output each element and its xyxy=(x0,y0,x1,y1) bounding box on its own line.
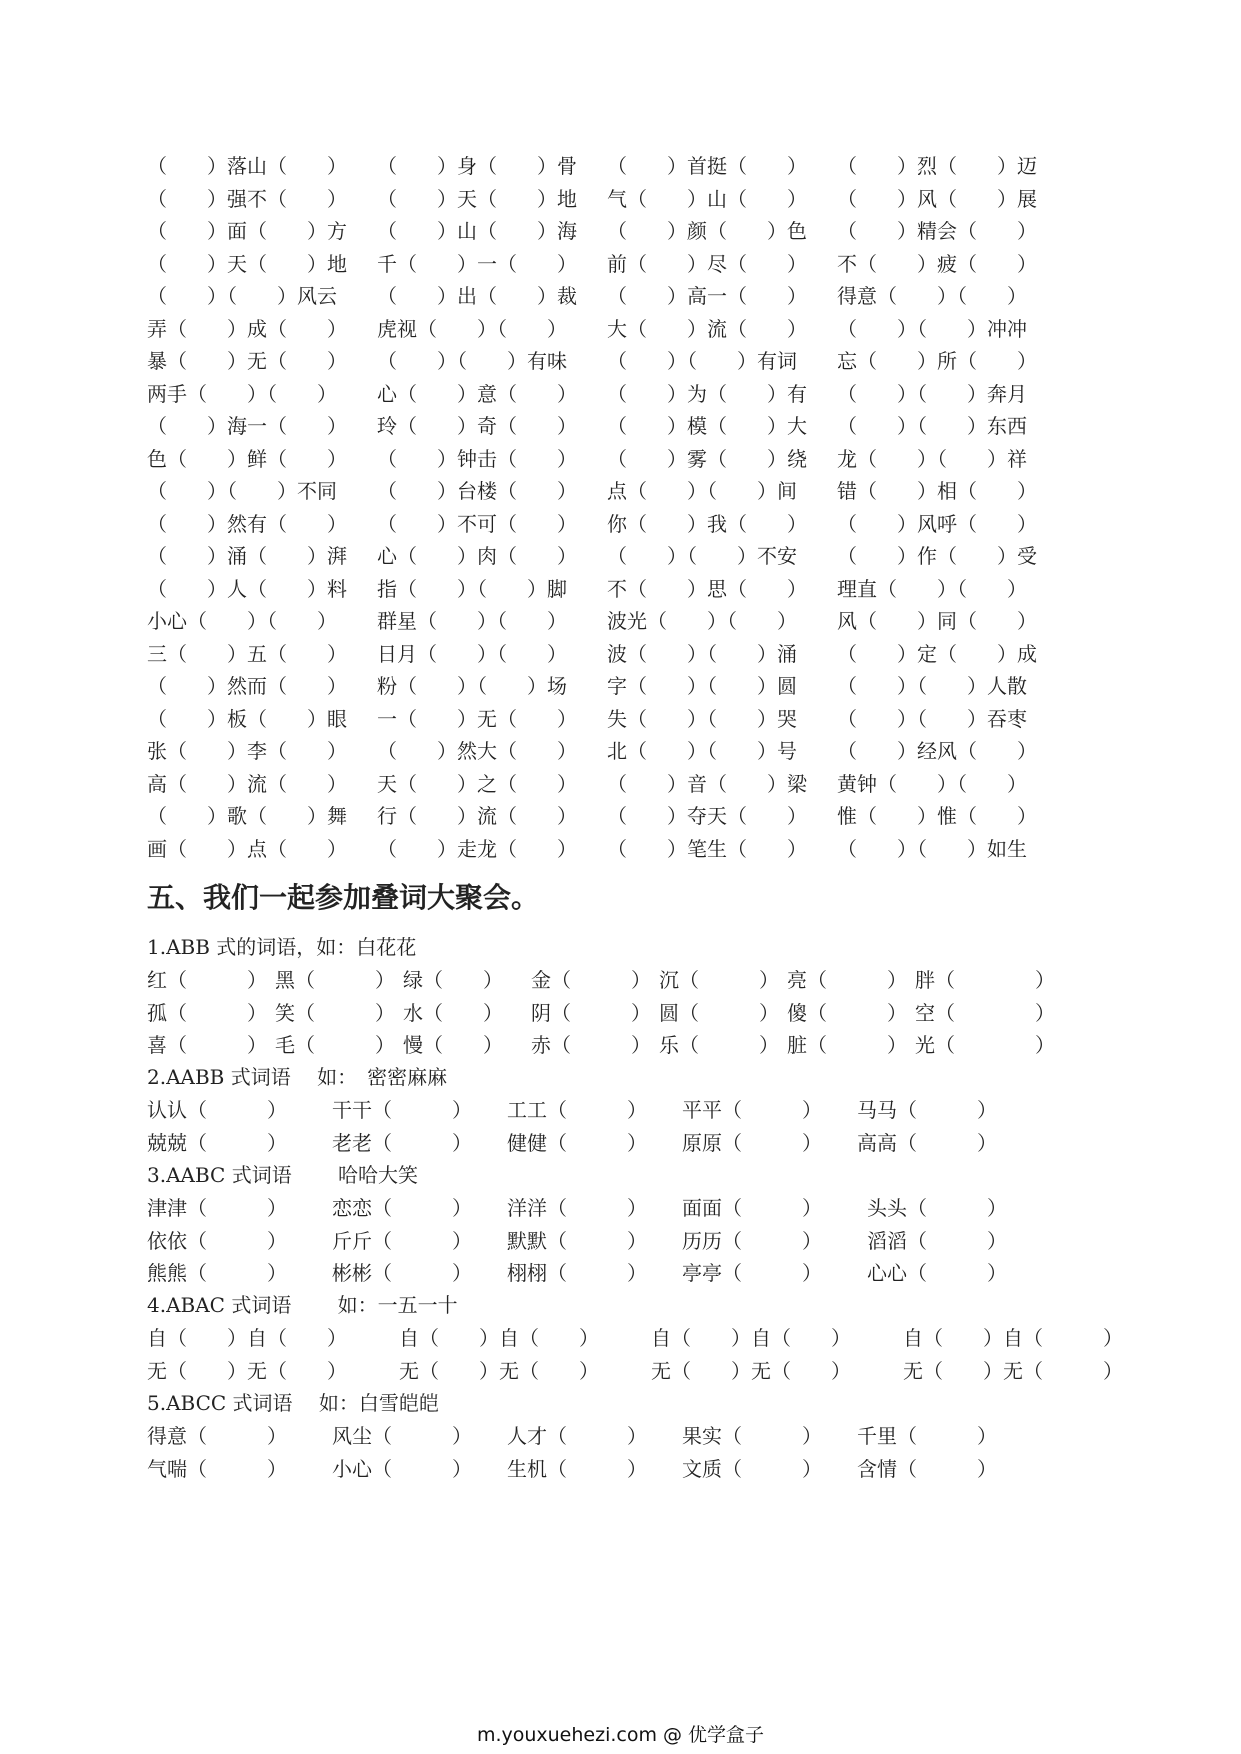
idiom-blank[interactable]: 小心（ ）（ ） xyxy=(147,609,337,633)
idiom-blank[interactable]: （ ）然而（ ） xyxy=(147,674,347,698)
idiom-blank[interactable]: 风（ ）同（ ） xyxy=(837,609,1037,633)
idiom-blank[interactable]: 玲（ ）奇（ ） xyxy=(377,414,577,438)
idiom-blank[interactable]: （ ）走龙（ ） xyxy=(377,836,577,861)
abb-blank[interactable]: 脏（ ） xyxy=(787,1033,907,1057)
idiom-blank[interactable]: 千（ ）一（ ） xyxy=(377,251,577,276)
abac-label: 4.ABAC 式词语 如：一五一十 xyxy=(147,1293,458,1317)
idiom-blank[interactable]: 波光（ ）（ ） xyxy=(607,609,797,633)
abb-blank[interactable]: 金（ ） xyxy=(531,968,651,992)
abac-blank[interactable]: 自（ ）自（ ） xyxy=(147,1326,347,1350)
idiom-row xyxy=(147,833,1207,865)
idiom-blank[interactable]: 群星（ ）（ ） xyxy=(377,609,567,633)
aabc-blank[interactable]: 熊熊（ ） xyxy=(147,1261,287,1285)
idiom-blank[interactable]: （ ）（ ）冲冲 xyxy=(837,316,1027,341)
idiom-blank[interactable]: 不（ ）疲（ ） xyxy=(837,251,1037,276)
aabc-blank[interactable]: 洋洋（ ） xyxy=(507,1196,647,1220)
idiom-blank[interactable]: （ ）作（ ）受 xyxy=(837,544,1037,568)
idiom-blank[interactable]: 日月（ ）（ ） xyxy=(377,641,567,666)
abcc-row xyxy=(147,1453,1207,1485)
aabb-blank[interactable]: 工工（ ） xyxy=(507,1098,647,1122)
abb-blank[interactable]: 喜（ ） xyxy=(147,1033,267,1057)
abcc-blank[interactable]: 千里（ ） xyxy=(857,1424,997,1448)
abcc-row xyxy=(147,1420,1207,1452)
idiom-blank[interactable]: 高（ ）流（ ） xyxy=(147,771,347,796)
section-five-title: 五、我们一起参加叠词大聚会。 xyxy=(147,881,540,914)
aabc-blank[interactable]: 彬彬（ ） xyxy=(332,1261,472,1285)
aabc-blank[interactable]: 面面（ ） xyxy=(682,1196,822,1220)
aabc-blank[interactable]: 亭亭（ ） xyxy=(682,1261,822,1285)
idiom-blank[interactable]: （ ）强不（ ） xyxy=(147,186,347,211)
abb-blank[interactable]: 沉（ ） xyxy=(659,968,779,992)
abcc-blank[interactable]: 小心（ ） xyxy=(332,1456,472,1481)
idiom-row xyxy=(147,313,1207,345)
idiom-row xyxy=(147,670,1207,702)
abb-blank[interactable]: 笑（ ） xyxy=(275,1000,395,1025)
idiom-row xyxy=(147,378,1207,410)
idiom-row xyxy=(147,605,1207,637)
aabc-blank[interactable]: 依依（ ） xyxy=(147,1228,287,1253)
idiom-blank[interactable]: 得意（ ）（ ） xyxy=(837,284,1027,308)
idiom-blank[interactable]: （ ）风呼（ ） xyxy=(837,511,1037,536)
idiom-blank[interactable]: （ ）（ ）不同 xyxy=(147,479,337,503)
abb-row xyxy=(147,964,1207,996)
idiom-blank[interactable]: （ ）山（ ）海 xyxy=(377,219,577,243)
idiom-blank[interactable]: 两手（ ）（ ） xyxy=(147,381,337,406)
idiom-blank[interactable]: 点（ ）（ ）间 xyxy=(607,479,797,503)
idiom-row xyxy=(147,638,1207,670)
abcc-label: 5.ABCC 式词语 如：白雪皑皑 xyxy=(147,1391,439,1415)
idiom-blank[interactable]: （ ）（ ）风云 xyxy=(147,284,337,308)
abcc-blank[interactable]: 人才（ ） xyxy=(507,1424,647,1448)
idiom-blank[interactable]: （ ）歌（ ）舞 xyxy=(147,804,347,828)
aabb-blank[interactable]: 原原（ ） xyxy=(682,1130,822,1155)
aabc-blank[interactable]: 头头（ ） xyxy=(867,1196,1007,1220)
abb-blank[interactable]: 空（ ） xyxy=(915,1000,1055,1025)
abac-blank[interactable]: 自（ ）自（ ） xyxy=(399,1326,599,1350)
aabc-blank[interactable]: 津津（ ） xyxy=(147,1196,287,1220)
idiom-blank[interactable]: （ ）出（ ）裁 xyxy=(377,284,577,308)
idiom-blank[interactable]: （ ）然大（ ） xyxy=(377,739,577,763)
aabb-blank[interactable]: 老老（ ） xyxy=(332,1130,472,1155)
aabb-blank[interactable]: 平平（ ） xyxy=(682,1098,822,1122)
idiom-row xyxy=(147,248,1207,280)
aabc-row xyxy=(147,1257,1207,1289)
aabb-blank[interactable]: 健健（ ） xyxy=(507,1130,647,1155)
abb-blank[interactable]: 绿（ ） xyxy=(403,968,503,992)
idiom-blank[interactable]: （ ）天（ ）地 xyxy=(377,186,577,211)
idiom-row xyxy=(147,410,1207,442)
aabb-blank[interactable]: 高高（ ） xyxy=(857,1130,997,1155)
idiom-blank[interactable]: （ ）台楼（ ） xyxy=(377,479,577,503)
idiom-blank[interactable]: （ ）夺天（ ） xyxy=(607,804,807,828)
idiom-blank[interactable]: （ ）身（ ）骨 xyxy=(377,154,577,178)
abac-blank[interactable]: 自（ ）自（ ） xyxy=(651,1326,851,1350)
aabc-blank[interactable]: 栩栩（ ） xyxy=(507,1261,647,1285)
idiom-blank[interactable]: （ ）板（ ）眼 xyxy=(147,706,347,731)
idiom-blank[interactable]: 心（ ）肉（ ） xyxy=(377,544,577,568)
abb-blank[interactable]: 亮（ ） xyxy=(787,968,907,992)
aabb-blank[interactable]: 马马（ ） xyxy=(857,1098,997,1122)
aabc-blank[interactable]: 历历（ ） xyxy=(682,1228,822,1253)
idiom-row xyxy=(147,443,1207,475)
abac-blank[interactable]: 无（ ）无（ ） xyxy=(147,1358,347,1383)
idiom-blank[interactable]: 一（ ）无（ ） xyxy=(377,706,577,731)
idiom-blank[interactable]: （ ）然有（ ） xyxy=(147,511,347,536)
abb-blank[interactable]: 水（ ） xyxy=(403,1000,503,1025)
idiom-blank[interactable]: 惟（ ）惟（ ） xyxy=(837,804,1037,828)
idiom-blank[interactable]: 波（ ）（ ）涌 xyxy=(607,641,797,666)
idiom-blank[interactable]: （ ）面（ ）方 xyxy=(147,219,347,243)
abac-blank[interactable]: 无（ ）无（ ） xyxy=(399,1358,599,1383)
abb-blank[interactable]: 傻（ ） xyxy=(787,1000,907,1025)
idiom-blank[interactable]: （ ）（ ）东西 xyxy=(837,414,1027,438)
abb-blank[interactable]: 光（ ） xyxy=(915,1033,1055,1057)
idiom-blank[interactable]: 前（ ）尽（ ） xyxy=(607,251,807,276)
aabb-row xyxy=(147,1127,1207,1159)
idiom-blank[interactable]: （ ）经风（ ） xyxy=(837,739,1037,763)
abb-blank[interactable]: 毛（ ） xyxy=(275,1033,395,1057)
idiom-blank[interactable]: （ ）高一（ ） xyxy=(607,284,807,308)
idiom-blank[interactable]: 心（ ）意（ ） xyxy=(377,381,577,406)
aabb-blank[interactable]: 认认（ ） xyxy=(147,1098,287,1122)
aabc-blank[interactable]: 滔滔（ ） xyxy=(867,1228,1007,1253)
idiom-row xyxy=(147,540,1207,572)
idiom-blank[interactable]: （ ）首挺（ ） xyxy=(607,154,807,178)
aabb-row xyxy=(147,1094,1207,1126)
idiom-blank[interactable]: （ ）（ ）有味 xyxy=(377,349,567,373)
idiom-blank[interactable]: 暴（ ）无（ ） xyxy=(147,349,347,373)
abcc-blank[interactable]: 果实（ ） xyxy=(682,1424,822,1448)
footer-watermark: m.youxuehezi.com @ 优学盒子 xyxy=(476,1724,765,1746)
abb-blank[interactable]: 乐（ ） xyxy=(659,1033,779,1057)
aabc-blank[interactable]: 恋恋（ ） xyxy=(332,1196,472,1220)
abb-blank[interactable]: 孤（ ） xyxy=(147,1000,267,1025)
idiom-row xyxy=(147,215,1207,247)
idiom-blank[interactable]: （ ）（ ）奔月 xyxy=(837,381,1027,406)
abac-row xyxy=(147,1355,1207,1387)
aabc-label: 3.AABC 式词语 哈哈大笑 xyxy=(147,1163,419,1187)
idiom-blank[interactable]: 失（ ）（ ）哭 xyxy=(607,706,797,731)
idiom-blank[interactable]: 不（ ）思（ ） xyxy=(607,576,807,601)
abb-blank[interactable]: 红（ ） xyxy=(147,968,267,992)
idiom-blank[interactable]: （ ）笔生（ ） xyxy=(607,836,807,861)
idiom-blank[interactable]: 行（ ）流（ ） xyxy=(377,804,577,828)
idiom-blank[interactable]: （ ）颜（ ）色 xyxy=(607,219,807,243)
idiom-row xyxy=(147,280,1207,312)
idiom-blank[interactable]: （ ）不可（ ） xyxy=(377,511,577,536)
idiom-blank[interactable]: （ ）海一（ ） xyxy=(147,414,347,438)
aabb-label: 2.AABB 式词语 如： 密密麻麻 xyxy=(147,1065,448,1089)
abb-blank[interactable]: 赤（ ） xyxy=(531,1033,651,1057)
idiom-blank[interactable]: （ ）天（ ）地 xyxy=(147,251,347,276)
idiom-row xyxy=(147,475,1207,507)
idiom-blank[interactable]: 忘（ ）所（ ） xyxy=(837,349,1037,373)
idiom-row xyxy=(147,703,1207,735)
aabc-blank[interactable]: 默默（ ） xyxy=(507,1228,647,1253)
abb-label: 1.ABB 式的词语，如：白花花 xyxy=(147,935,417,959)
idiom-row xyxy=(147,735,1207,767)
abac-blank[interactable]: 自（ ）自（ ） xyxy=(903,1326,1123,1350)
idiom-row xyxy=(147,800,1207,832)
idiom-blank[interactable]: 龙（ ）（ ）祥 xyxy=(837,446,1027,471)
aabc-row xyxy=(147,1225,1207,1257)
idiom-blank[interactable]: 错（ ）相（ ） xyxy=(837,479,1037,503)
idiom-blank[interactable]: 字（ ）（ ）圆 xyxy=(607,674,797,698)
idiom-blank[interactable]: （ ）（ ）吞枣 xyxy=(837,706,1027,731)
idiom-blank[interactable]: 粉（ ）（ ）场 xyxy=(377,674,567,698)
idiom-blank[interactable]: 画（ ）点（ ） xyxy=(147,836,347,861)
idiom-blank[interactable]: （ ）（ ）有词 xyxy=(607,349,797,373)
idiom-blank[interactable]: 黄钟（ ）（ ） xyxy=(837,771,1027,796)
abcc-blank[interactable]: 得意（ ） xyxy=(147,1424,287,1448)
idiom-blank[interactable]: （ ）（ ）不安 xyxy=(607,544,797,568)
abcc-blank[interactable]: 生机（ ） xyxy=(507,1456,647,1481)
idiom-blank[interactable]: 你（ ）我（ ） xyxy=(607,511,807,536)
aabc-blank[interactable]: 心心（ ） xyxy=(867,1261,1007,1285)
aabb-blank[interactable]: 兢兢（ ） xyxy=(147,1130,287,1155)
idiom-blank[interactable]: 气（ ）山（ ） xyxy=(607,186,807,211)
idiom-blank[interactable]: （ ）（ ）人散 xyxy=(837,674,1027,698)
idiom-row xyxy=(147,183,1207,215)
idiom-blank[interactable]: （ ）钟击（ ） xyxy=(377,446,577,471)
idiom-blank[interactable]: （ ）模（ ）大 xyxy=(607,414,807,438)
idiom-blank[interactable]: 色（ ）鲜（ ） xyxy=(147,446,347,471)
idiom-blank[interactable]: （ ）烈（ ）迈 xyxy=(837,154,1037,178)
abb-blank[interactable]: 圆（ ） xyxy=(659,1000,779,1025)
idiom-blank[interactable]: （ ）人（ ）料 xyxy=(147,576,347,601)
idiom-blank[interactable]: （ ）涌（ ）湃 xyxy=(147,544,347,568)
abcc-blank[interactable]: 含情（ ） xyxy=(857,1456,997,1481)
idiom-blank[interactable]: 天（ ）之（ ） xyxy=(377,771,577,796)
abb-blank[interactable]: 胖（ ） xyxy=(915,968,1055,992)
idiom-blank[interactable]: 虎视（ ）（ ） xyxy=(377,316,567,341)
abcc-blank[interactable]: 文质（ ） xyxy=(682,1456,822,1481)
abb-blank[interactable]: 黑（ ） xyxy=(275,968,395,992)
abac-row xyxy=(147,1322,1207,1354)
idiom-blank[interactable]: （ ）（ ）如生 xyxy=(837,836,1027,861)
idiom-blank[interactable]: 指（ ）（ ）脚 xyxy=(377,576,567,601)
idiom-row xyxy=(147,768,1207,800)
idiom-blank[interactable]: （ ）定（ ）成 xyxy=(837,641,1037,666)
abb-blank[interactable]: 慢（ ） xyxy=(403,1033,503,1057)
aabc-blank[interactable]: 斤斤（ ） xyxy=(332,1228,472,1253)
idiom-blank[interactable]: （ ）落山（ ） xyxy=(147,154,347,178)
idiom-blank[interactable]: （ ）为（ ）有 xyxy=(607,381,807,406)
abac-blank[interactable]: 无（ ）无（ ） xyxy=(651,1358,851,1383)
idiom-row xyxy=(147,345,1207,377)
idiom-row xyxy=(147,508,1207,540)
idiom-row xyxy=(147,150,1207,182)
aabb-blank[interactable]: 干干（ ） xyxy=(332,1098,472,1122)
aabc-row xyxy=(147,1192,1207,1224)
abcc-blank[interactable]: 气喘（ ） xyxy=(147,1456,287,1481)
idiom-row xyxy=(147,573,1207,605)
idiom-blank[interactable]: （ ）精会（ ） xyxy=(837,219,1037,243)
idiom-blank[interactable]: 大（ ）流（ ） xyxy=(607,316,807,341)
abb-row xyxy=(147,1029,1207,1061)
abb-row xyxy=(147,997,1207,1029)
idiom-blank[interactable]: （ ）音（ ）梁 xyxy=(607,771,807,796)
idiom-blank[interactable]: 张（ ）李（ ） xyxy=(147,739,347,763)
idiom-blank[interactable]: （ ）雾（ ）绕 xyxy=(607,446,807,471)
abb-blank[interactable]: 阴（ ） xyxy=(531,1000,651,1025)
abcc-blank[interactable]: 风尘（ ） xyxy=(332,1424,472,1448)
idiom-blank[interactable]: 三（ ）五（ ） xyxy=(147,641,347,666)
abac-blank[interactable]: 无（ ）无（ ） xyxy=(903,1358,1123,1383)
idiom-blank[interactable]: 北（ ）（ ）号 xyxy=(607,739,797,763)
idiom-blank[interactable]: 理直（ ）（ ） xyxy=(837,576,1027,601)
idiom-blank[interactable]: 弄（ ）成（ ） xyxy=(147,316,347,341)
idiom-blank[interactable]: （ ）风（ ）展 xyxy=(837,186,1037,211)
